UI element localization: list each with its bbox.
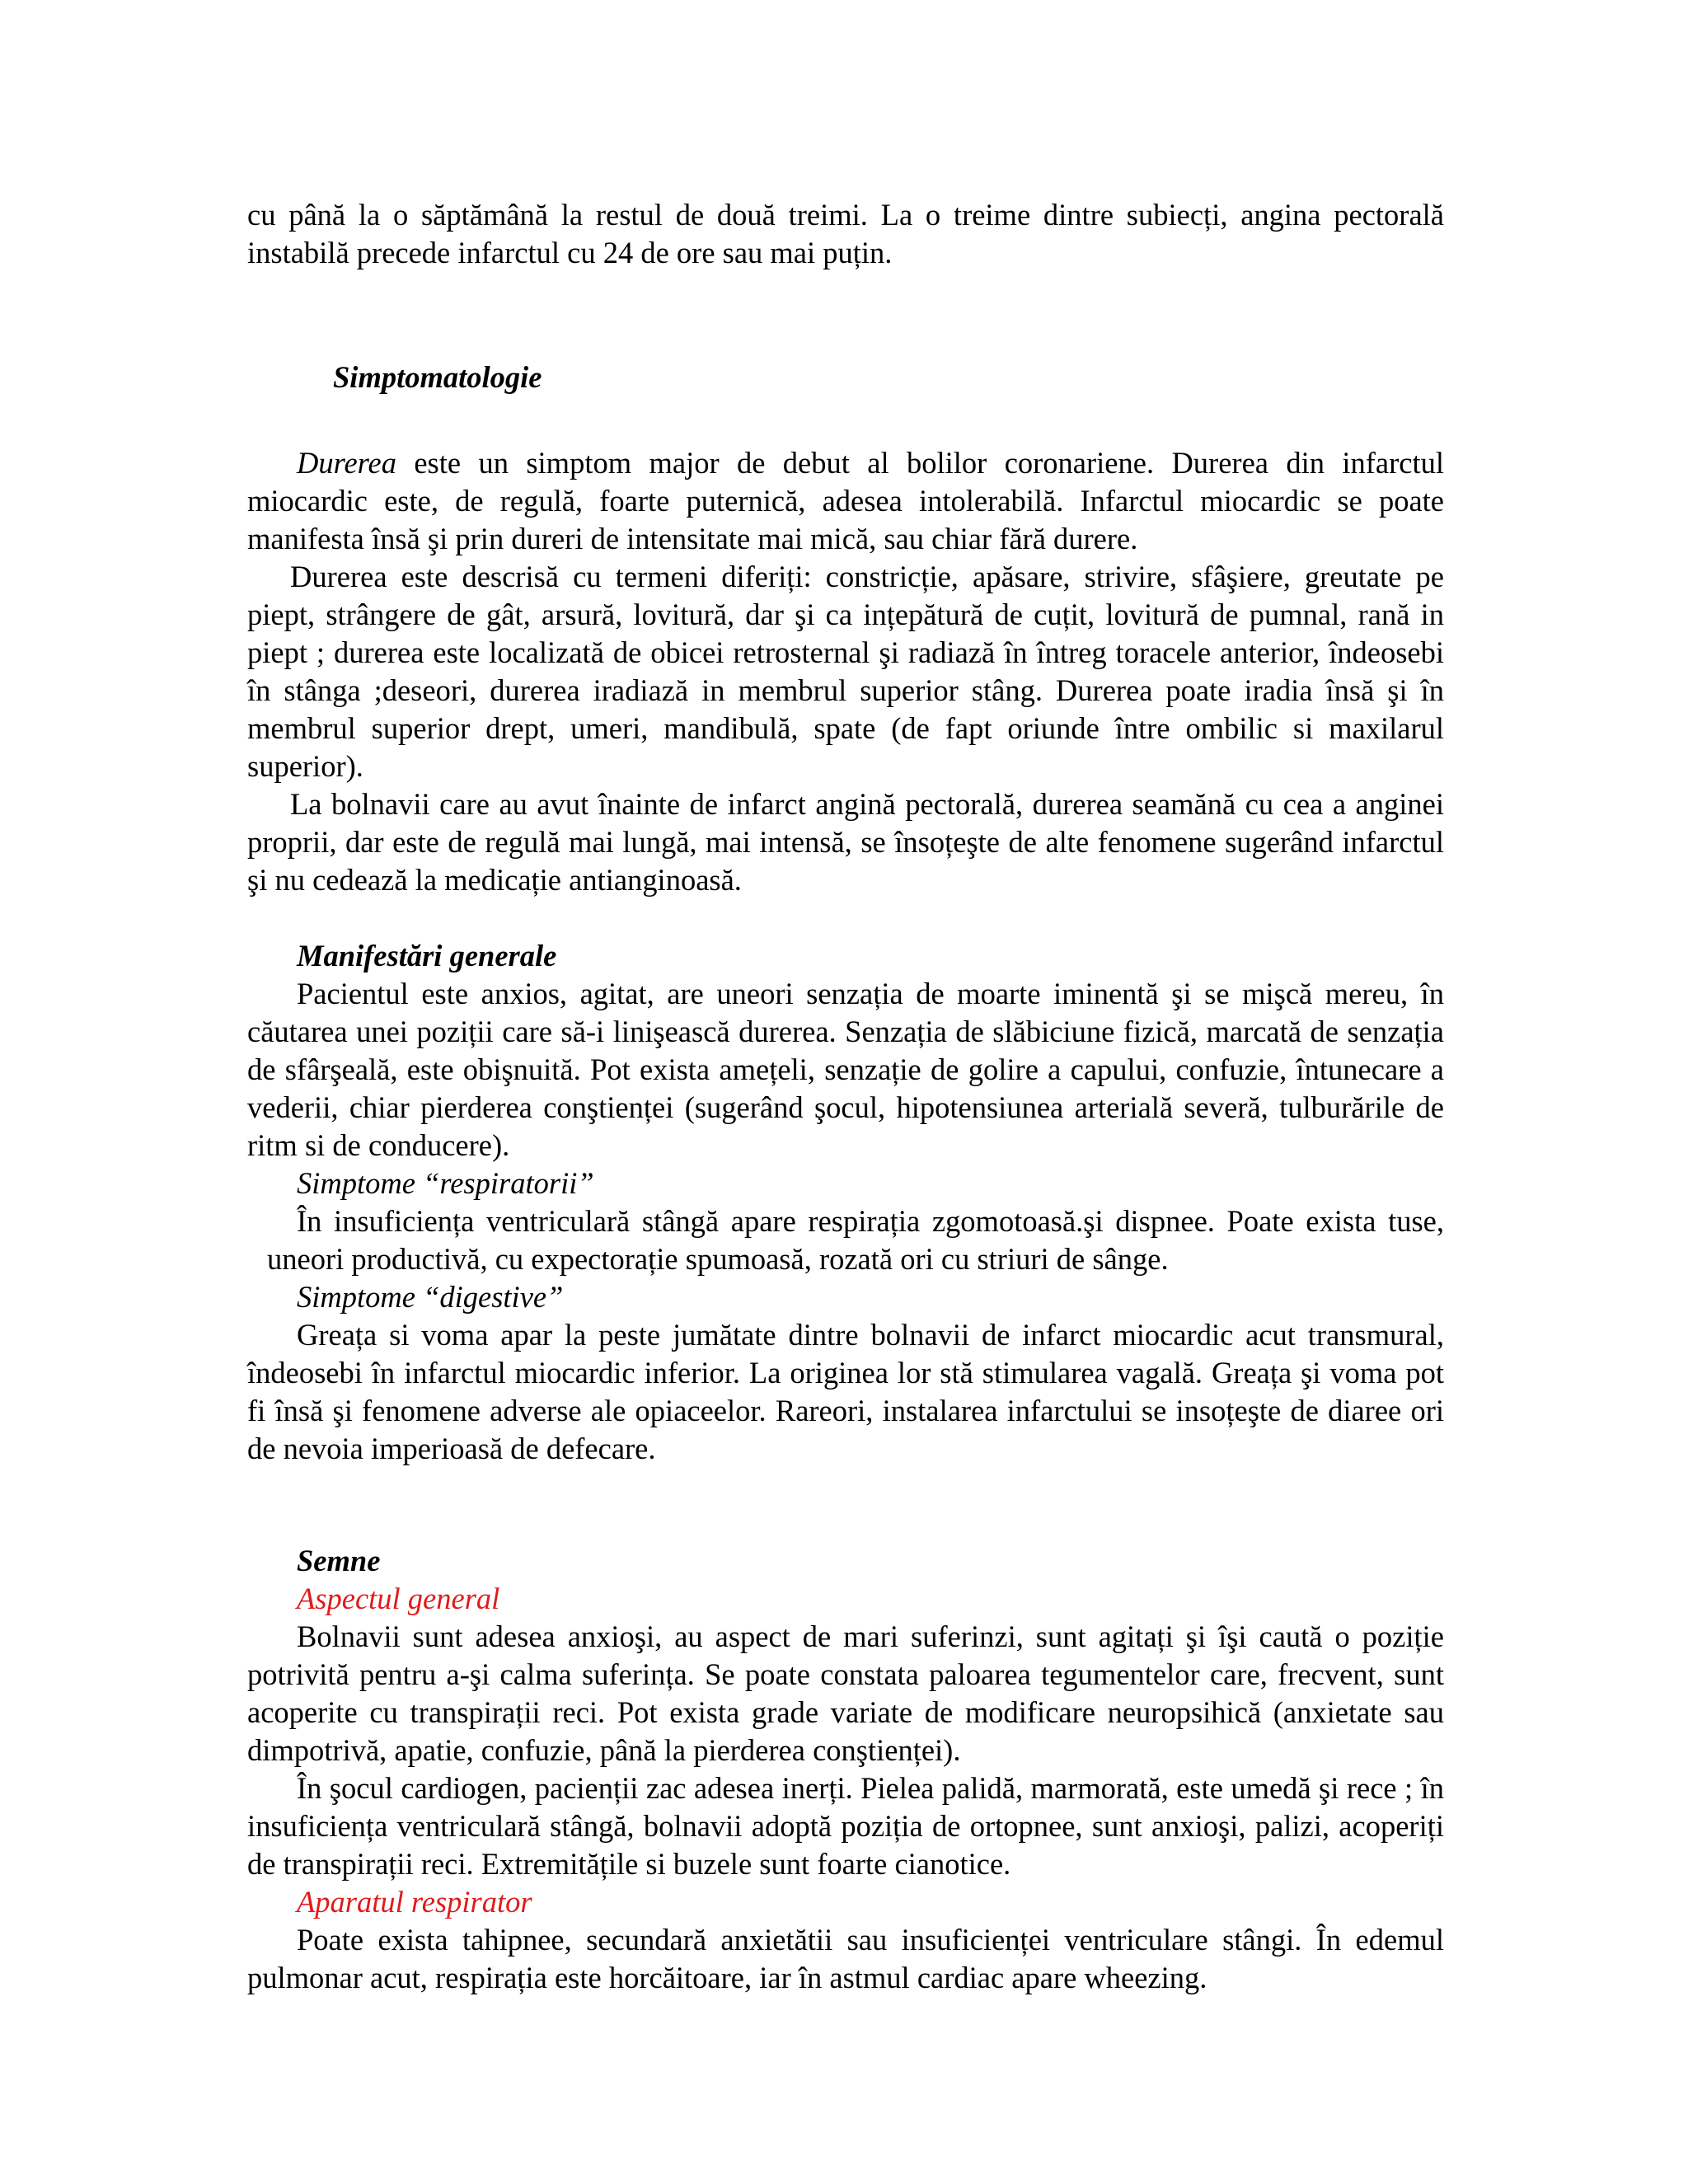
paragraph-aparatul-respirator: Poate exista tahipnee, secundară anxietătii sau insuficienței ventriculare stângi. În edemul pulmonar acut, respirația este horcăitoare, iar în astmul cardiac apare wheezing. <box>247 1923 1444 1994</box>
intro-paragraph: cu până la o săptămână la restul de două treimi. La o treime dintre subiecți, angina pectorală instabilă precede infarctul cu 24 de ore sau mai puțin. <box>247 198 1444 269</box>
section-heading-semne: Semne <box>297 1544 381 1577</box>
spacer <box>247 396 1444 444</box>
subheading-respiratorii: Simptome “respiratorii” <box>297 1166 594 1200</box>
spacer <box>247 1468 1444 1542</box>
paragraph-digestive: Greața si voma apar la peste jumătate dintre bolnavii de infarct miocardic acut transmural, îndeosebi în infarctul miocardic inferior. La originea lor stă stimularea vagală. Greața şi voma pot fi însă şi fenomene adverse ale opiaceelor. Rareori, instalarea infarctului se insoțeşte de diaree ori de nevoia imperioasă de defecare. <box>247 1318 1444 1465</box>
paragraph-durerea <box>247 444 1444 558</box>
durerea-lead: Durerea <box>297 446 396 480</box>
document-page <box>247 196 1444 1997</box>
paragraph-manifestari: Pacientul este anxios, agitat, are uneori senzația de moarte iminentă şi se mişcă mereu, în căutarea unei poziții care să-i linişească durerea. Senzația de slăbiciune fizică, marcată de senzația de sfârşeală, este obişnuită. Pot exista amețeli, senzație de golire a capului, confuzie, întunecare a vederii, chiar pierderea conştienței (sugerând şocul, hipotensiunea arterială severă, tulburările de ritm si de conducere). <box>247 977 1444 1162</box>
paragraph-angina: La bolnavii care au avut înainte de infarct angină pectorală, durerea seamănă cu cea a anginei proprii, dar este de regulă mai lungă, mai intensă, se însoțeşte de alte fenomene sugerând infarctul şi nu cedează la medicație antianginoasă. <box>247 787 1444 897</box>
paragraph-aspect-general-2: În şocul cardiogen, pacienții zac adesea inerți. Pielea palidă, marmorată, este umedă şi rece ; în insuficiența ventriculară stângă, bolnavii adoptă poziția de ortopnee, sunt anxioşi, palizi, acoperiți de transpirații reci. Extremitățile si buzele sunt foarte cianotice. <box>247 1771 1444 1881</box>
paragraph-aspect-general-1: Bolnavii sunt adesea anxioşi, au aspect de mari suferinzi, sunt agitați şi îşi caută o poziție potrivită pentru a-şi calma suferința. Se poate constata paloarea tegumentelor care, frecvent, sunt acoperite cu transpirații reci. Pot exista grade variate de modificare neuropsihică (anxietate sau dimpotrivă, apatie, confuzie, până la pierderea conştienței). <box>247 1619 1444 1767</box>
subheading-aspect-general: Aspectul general <box>297 1582 500 1615</box>
spacer <box>247 899 1444 937</box>
section-heading-manifestari: Manifestări generale <box>297 939 557 972</box>
durerea-rest: este un simptom major de debut al bolilor coronariene. Durerea din infarctul miocardic este, de regulă, foarte puternică, adesea intolerabilă. Infarctul miocardic se poate manifesta însă şi prin dureri de intensitate mai mică, sau chiar fără durere. <box>247 446 1444 555</box>
section-heading-simptomatologie: Simptomatologie <box>333 360 542 394</box>
subheading-digestive: Simptome “digestive” <box>297 1280 564 1314</box>
spacer <box>247 272 1444 359</box>
paragraph-durerea-descriere: Durerea este descrisă cu termeni diferiți: constricție, apăsare, strivire, sfâşiere, greutate pe piept, strângere de gât, arsură, lovitură, dar şi ca ințepătură de cuțit, lovitură de pumnal, rană in piept ; durerea este localizată de obicei retrosternal şi radiază în întreg toracele anterior, îndeosebi în stânga ;deseori, durerea iradiază in membrul superior stâng. Durerea poate iradia însă şi în membrul superior drept, umeri, mandibulă, spate (de fapt oriunde între ombilic si maxilarul superior). <box>247 560 1444 783</box>
paragraph-respiratorii: În insuficiența ventriculară stângă apare respirația zgomotoasă.şi dispnee. Poate exista tuse, uneori productivă, cu expectorație spumoasă, rozată ori cu striuri de sânge. <box>267 1204 1444 1276</box>
subheading-aparatul-respirator: Aparatul respirator <box>297 1885 532 1919</box>
